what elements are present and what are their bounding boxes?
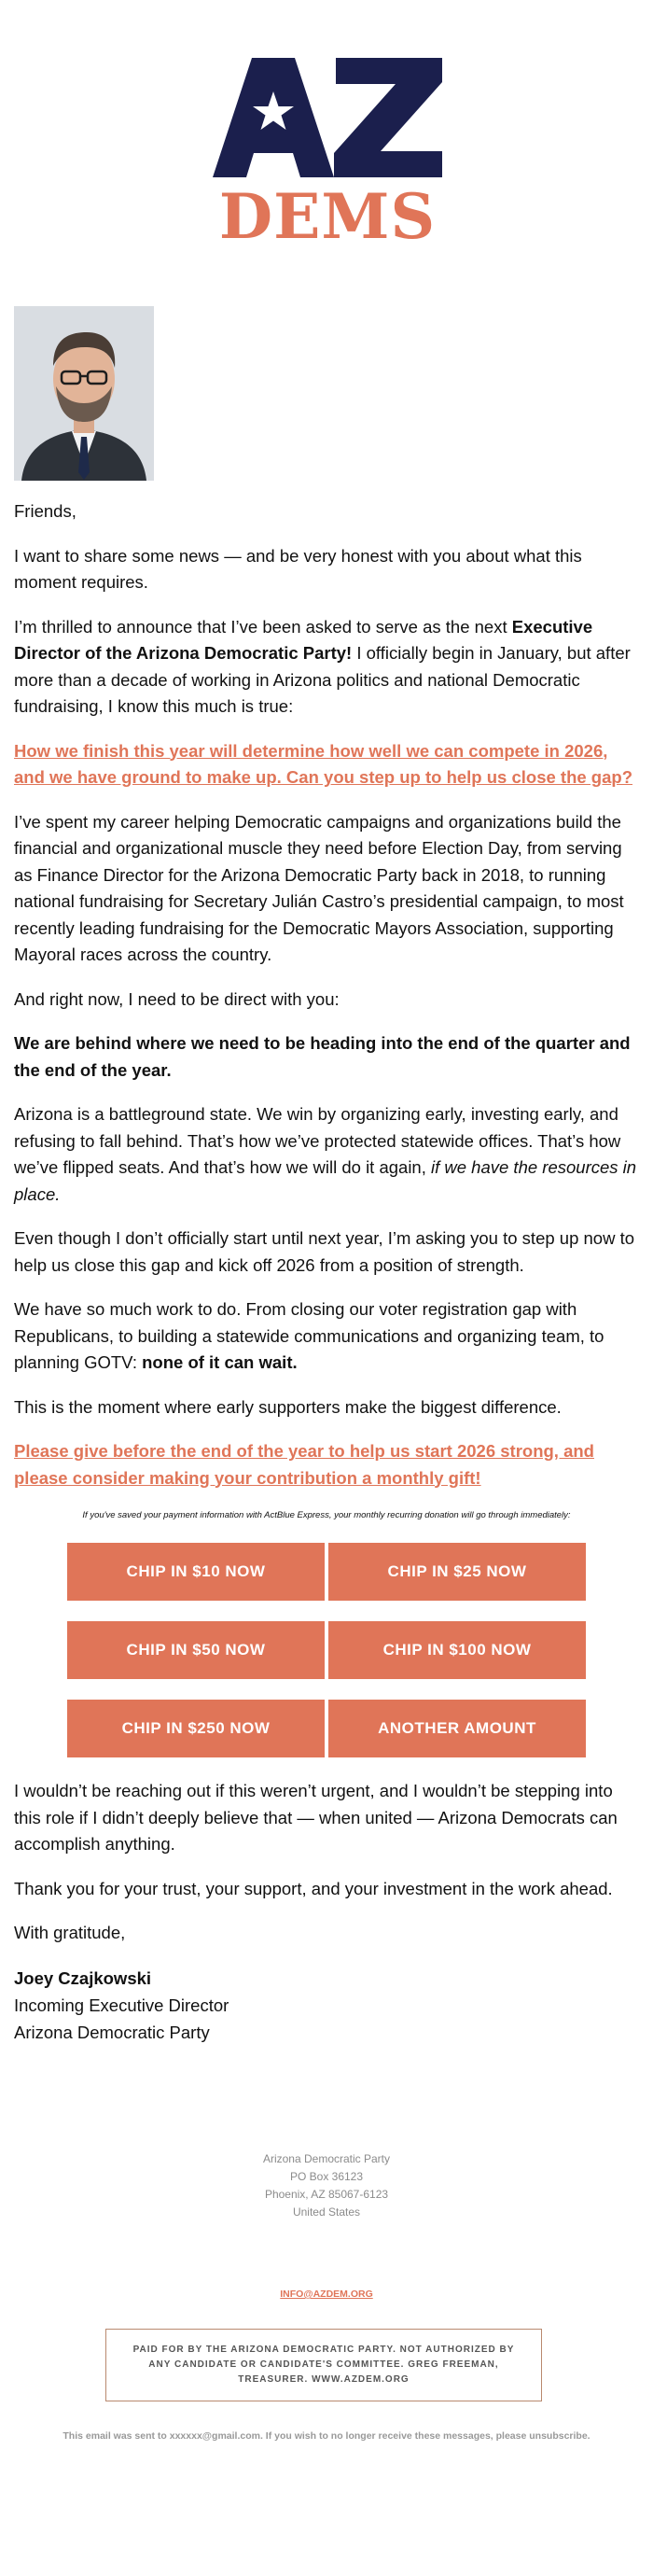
unsubscribe-notice[interactable]: This email was sent to xxxxxx@gmail.com. If you wish to no longer receive these messages, please unsubscribe. [63, 2430, 590, 2442]
donate-link-paragraph [14, 738, 639, 791]
paragraph: I’m thrilled to announce that I’ve been asked to serve as the next Executive Director of the Arizona Democratic Party! I officially begin in January, but after more than a decade of working in Arizona politics and national Democratic fundraising, I know this much is true: [14, 616, 631, 716]
monthly-gift-link[interactable]: Please give before the end of the year to help us start 2026 strong, and please consider making your contribution a monthly gift! [14, 1441, 594, 1488]
signature-org: Arizona Democratic Party [14, 2022, 210, 2042]
greeting: Friends, [14, 501, 76, 521]
donate-link[interactable]: How we finish this year will determine how well we can compete in 2026, and we have ground to make up. Can you step up to help us close the gap? [14, 740, 633, 787]
paragraph: We have so much work to do. From closing our voter registration gap with Republicans, to building a statewide communications and organizing team, to planning GOTV: none of it can wait. [14, 1299, 604, 1372]
paragraph: We are behind where we need to be heading into the end of the quarter and the end of the year. [14, 1033, 631, 1080]
closing: With gratitude, [14, 1923, 126, 1942]
paragraph: This is the moment where early supporters make the biggest difference. [14, 1396, 562, 1417]
chip-in-250-button[interactable]: CHIP IN $250 NOW [67, 1700, 325, 1757]
paragraph: And right now, I need to be direct with you: [14, 988, 340, 1009]
email-body [14, 498, 639, 2046]
paragraph: Arizona is a battleground state. We win by organizing early, investing early, and refusing to fall behind. That’s how we’ve protected statewide offices. That’s how we’ve flipped seats. And that’s how we will do it again, if we have the resources in place. [14, 1104, 637, 1204]
paragraph: Thank you for your trust, your support, and your investment in the work ahead. [14, 1878, 613, 1898]
chip-in-25-button[interactable]: CHIP IN $25 NOW [328, 1543, 586, 1601]
footer-email [0, 2289, 653, 2300]
author-photo [14, 306, 154, 481]
donate-link-paragraph [14, 1438, 639, 1491]
svg-text:DEMS: DEMS [218, 180, 437, 241]
signature [14, 1965, 639, 2046]
az-dems-logo [213, 58, 442, 241]
donation-buttons [67, 1543, 586, 1757]
signature-title: Incoming Executive Director [14, 1995, 229, 2015]
footer-address: Arizona Democratic Party PO Box 36123 Phoenix, AZ 85067-6123 United States [262, 2152, 391, 2219]
paragraph: I wouldn’t be reaching out if this weren’t urgent, and I wouldn’t be stepping into this role if I didn’t deeply believe that — when united — Arizona Democrats can accomplish anything. [14, 1781, 618, 1854]
chip-in-100-button[interactable]: CHIP IN $100 NOW [328, 1621, 586, 1679]
paragraph: Even though I don’t officially start until next year, I’m asking you to step up now to help us close this gap and kick off 2026 from a position of strength. [14, 1228, 635, 1275]
chip-in-10-button[interactable]: CHIP IN $10 NOW [67, 1543, 325, 1601]
another-amount-button[interactable]: ANOTHER AMOUNT [328, 1700, 586, 1757]
paragraph: I want to share some news — and be very honest with you about what this moment requires. [14, 545, 582, 592]
contact-email-link[interactable]: INFO@AZDEM.ORG [280, 2289, 373, 2300]
chip-in-50-button[interactable]: CHIP IN $50 NOW [67, 1621, 325, 1679]
paid-for-disclaimer: PAID FOR BY THE ARIZONA DEMOCRATIC PARTY. NOT AUTHORIZED BY ANY CANDIDATE OR CANDIDATE'S COMMITTEE. GREG FREEMAN, TREASURER. WWW.AZDEM.ORG [105, 2329, 542, 2401]
actblue-express-note: If you've saved your payment information with ActBlue Express, your monthly recurring donation will go through immediately: [82, 1510, 571, 1520]
paragraph: I’ve spent my career helping Democratic campaigns and organizations build the financial and organizational muscle they need before Election Day, from serving as Finance Director for the Arizona Democratic Party back in 2018, to running national fundraising for Secretary Julián Castro’s presidential campaign, to most recently leading fundraising for the Democratic Mayors Association, supporting Mayoral races across the country. [14, 811, 624, 964]
signature-name: Joey Czajkowski [14, 1967, 152, 1988]
